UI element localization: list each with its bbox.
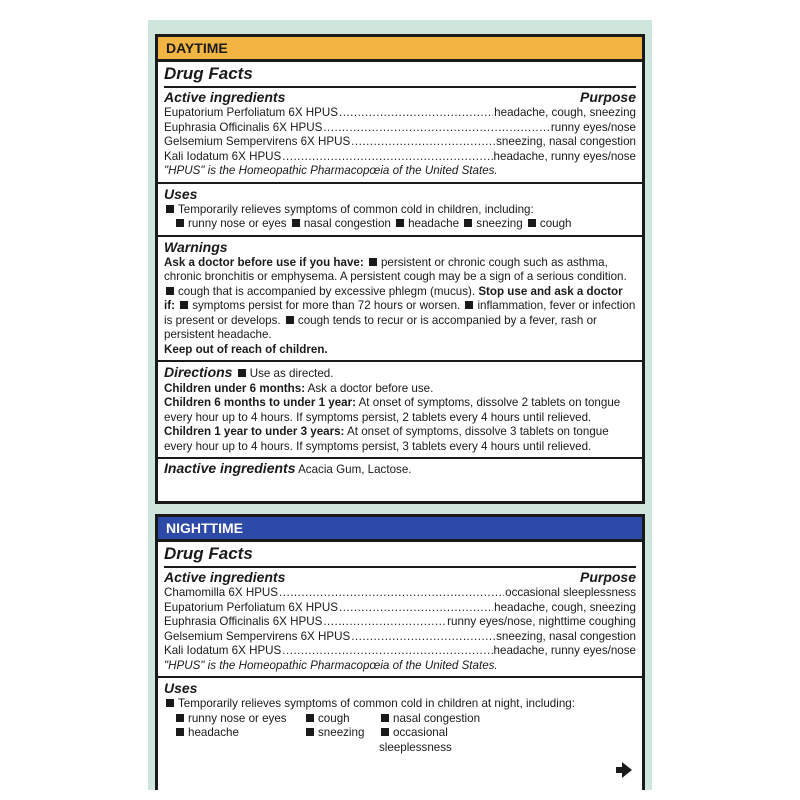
daytime-drug-facts-panel <box>155 34 645 504</box>
ingredient-name: Eupatorium Perfoliatum 6X HPUS <box>164 106 338 119</box>
daytime-band: DAYTIME <box>158 37 642 62</box>
leader-dots <box>282 150 492 165</box>
ingredient-purpose: runny eyes/nose <box>550 120 636 134</box>
uses-intro-line <box>164 203 636 218</box>
warning-item: symptoms persist for more than 72 hours or worsen. <box>192 299 461 312</box>
hpus-note: "HPUS" is the Homeopathic Pharmacopœia of the United States. <box>164 658 498 672</box>
nighttime-drug-facts-panel <box>155 514 645 790</box>
warning-item: inflammation, fever or infection is present or develops. <box>164 299 636 327</box>
ingredient-name: Gelsemium Sempervirens 6X HPUS <box>164 629 351 643</box>
ingredient-name: Euphrasia Officinalis 6X HPUS <box>164 615 323 628</box>
ingredient-purpose: occasional sleeplessness <box>505 586 636 599</box>
use-item: nasal congestion <box>393 711 481 725</box>
bullet-square-icon <box>381 728 389 736</box>
inactive-text: Acacia Gum, Lactose. <box>298 463 412 476</box>
direction-text: At onset of symptoms, dissolve 2 tablets on tongue every hour up to 4 hours. If symptoms persist, 2 tablets every 4 hours until relieved. <box>164 396 621 424</box>
use-item: runny nose or eyes <box>188 711 287 725</box>
direction-label: Children 6 months to under 1 year: <box>164 396 356 409</box>
ingredient-row <box>164 121 636 136</box>
use-item-cell <box>174 726 304 755</box>
ingredient-purpose: headache, cough, sneezing <box>494 600 636 614</box>
warnings-heading: Warnings <box>164 238 228 255</box>
uses-intro: Temporarily relieves symptoms of common cold in children at night, including: <box>178 697 575 710</box>
bullet-square-icon <box>306 728 314 736</box>
bullet-square-icon <box>166 205 174 213</box>
directions-heading-line <box>164 364 636 382</box>
nighttime-drug-facts-title: Drug Facts <box>164 544 636 568</box>
bullet-square-icon <box>369 258 377 266</box>
direction-item <box>164 396 636 425</box>
uses-list <box>164 712 636 756</box>
leader-dots <box>279 586 504 601</box>
use-item: headache <box>188 726 239 739</box>
use-item: sneezing <box>476 217 523 230</box>
ingredient-purpose: headache, cough, sneezing <box>494 106 636 119</box>
bullet-square-icon <box>292 219 300 227</box>
bullet-square-icon <box>528 219 536 227</box>
directions-heading: Directions <box>164 364 233 380</box>
use-item: sneezing <box>318 726 365 739</box>
use-item: headache <box>408 217 460 230</box>
active-ingredients-heading: Active ingredients <box>164 89 286 105</box>
use-item: nasal congestion <box>303 217 391 230</box>
warning-item: cough tends to recur or is accompanied by a fever, rash or persistent headache. <box>164 313 597 341</box>
direction-text: Ask a doctor before use. <box>307 381 434 395</box>
ingredient-purpose: headache, runny eyes/nose <box>493 149 636 163</box>
daytime-inactive-section <box>158 459 642 481</box>
ingredient-row <box>164 644 636 659</box>
purpose-heading: Purpose <box>579 89 636 105</box>
stop-use-label: Stop use and ask a doctor if: <box>164 284 623 312</box>
bullet-square-icon <box>166 287 174 295</box>
ask-doctor-label: Ask a doctor before use if you have: <box>164 255 364 269</box>
daytime-ingredients-header <box>164 89 636 106</box>
warnings-text <box>164 256 636 343</box>
ingredient-name: Euphrasia Officinalis 6X HPUS <box>164 120 323 134</box>
ingredient-row <box>164 615 636 630</box>
bullet-square-icon <box>176 219 184 227</box>
bullet-square-icon <box>381 714 389 722</box>
inactive-heading: Inactive ingredients <box>164 460 296 476</box>
use-item-cell <box>174 712 304 727</box>
use-item-cell <box>304 726 379 755</box>
daytime-active-ingredients-section <box>158 62 642 184</box>
bullet-square-icon <box>180 301 188 309</box>
use-item-cell <box>304 712 379 727</box>
directions-use: Use as directed. <box>249 367 334 380</box>
direction-label: Children 1 year to under 3 years: <box>164 425 345 438</box>
daytime-warnings-section <box>158 237 642 363</box>
use-item: occasional sleeplessness <box>379 726 452 754</box>
bullet-square-icon <box>166 699 174 707</box>
ingredient-purpose: runny eyes/nose, nighttime coughing <box>447 615 636 628</box>
nighttime-ingredients-header <box>164 569 636 586</box>
bullet-square-icon <box>286 316 294 324</box>
leader-dots <box>323 615 446 630</box>
leader-dots <box>339 106 493 121</box>
leader-dots <box>282 644 492 659</box>
leader-dots <box>323 121 550 136</box>
bullet-square-icon <box>238 369 246 377</box>
ingredient-purpose: headache, runny eyes/nose <box>493 644 636 657</box>
active-ingredients-heading: Active ingredients <box>164 569 286 585</box>
uses-heading: Uses <box>164 680 198 696</box>
daytime-uses-section <box>158 184 642 237</box>
uses-heading: Uses <box>164 185 198 202</box>
leader-dots <box>351 630 495 645</box>
ingredient-row <box>164 150 636 165</box>
direction-label: Children under 6 months: <box>164 381 306 395</box>
direction-item <box>164 382 636 397</box>
ingredient-name: Kali Iodatum 6X HPUS <box>164 149 282 163</box>
use-item-cell <box>379 712 509 727</box>
keep-out-of-reach: Keep out of reach of children. <box>164 342 328 356</box>
bullet-square-icon <box>464 219 472 227</box>
right-arrow-icon <box>622 762 632 778</box>
ingredient-row <box>164 586 636 601</box>
use-item-cell <box>379 726 509 755</box>
ingredient-name: Gelsemium Sempervirens 6X HPUS <box>164 135 351 148</box>
direction-text: At onset of symptoms, dissolve 3 tablets on tongue every hour up to 4 hours. If symptoms persist, 3 tablets every 4 hours until relieved. <box>164 425 609 453</box>
use-item: cough <box>318 711 350 725</box>
warning-item: persistent or chronic cough such as asthma, chronic bronchitis or emphysema. A persistent cough may be a sign of a serious condition. <box>164 255 627 283</box>
use-item: cough <box>539 217 572 230</box>
direction-item <box>164 425 636 454</box>
uses-intro: Temporarily relieves symptoms of common cold in children, including: <box>178 202 534 216</box>
ingredient-row <box>164 135 636 150</box>
hpus-note: "HPUS" is the Homeopathic Pharmacopœia of the United States. <box>164 164 498 177</box>
bullet-square-icon <box>176 728 184 736</box>
ingredient-row <box>164 106 636 121</box>
nighttime-uses-section <box>158 678 642 758</box>
nighttime-active-ingredients-section <box>158 542 642 678</box>
daytime-directions-section <box>158 362 642 459</box>
package-panel <box>148 20 652 790</box>
leader-dots <box>339 601 493 616</box>
ingredient-name: Eupatorium Perfoliatum 6X HPUS <box>164 600 338 614</box>
use-item: runny nose or eyes <box>188 217 287 230</box>
ingredient-purpose: sneezing, nasal congestion <box>496 135 636 148</box>
ingredient-name: Chamomilla 6X HPUS <box>164 586 279 599</box>
nighttime-band: NIGHTTIME <box>158 517 642 542</box>
bullet-square-icon <box>465 301 473 309</box>
daytime-drug-facts-title: Drug Facts <box>164 64 636 88</box>
bullet-square-icon <box>306 714 314 722</box>
ingredient-row <box>164 630 636 645</box>
warning-item: cough that is accompanied by excessive phlegm (mucus). <box>178 284 476 298</box>
ingredient-row <box>164 601 636 616</box>
uses-list <box>164 217 636 232</box>
purpose-heading: Purpose <box>579 569 636 585</box>
ingredient-name: Kali Iodatum 6X HPUS <box>164 644 282 657</box>
bullet-square-icon <box>176 714 184 722</box>
ingredient-purpose: sneezing, nasal congestion <box>496 629 636 643</box>
uses-intro-line <box>164 697 636 712</box>
bullet-square-icon <box>396 219 404 227</box>
leader-dots <box>351 135 495 150</box>
